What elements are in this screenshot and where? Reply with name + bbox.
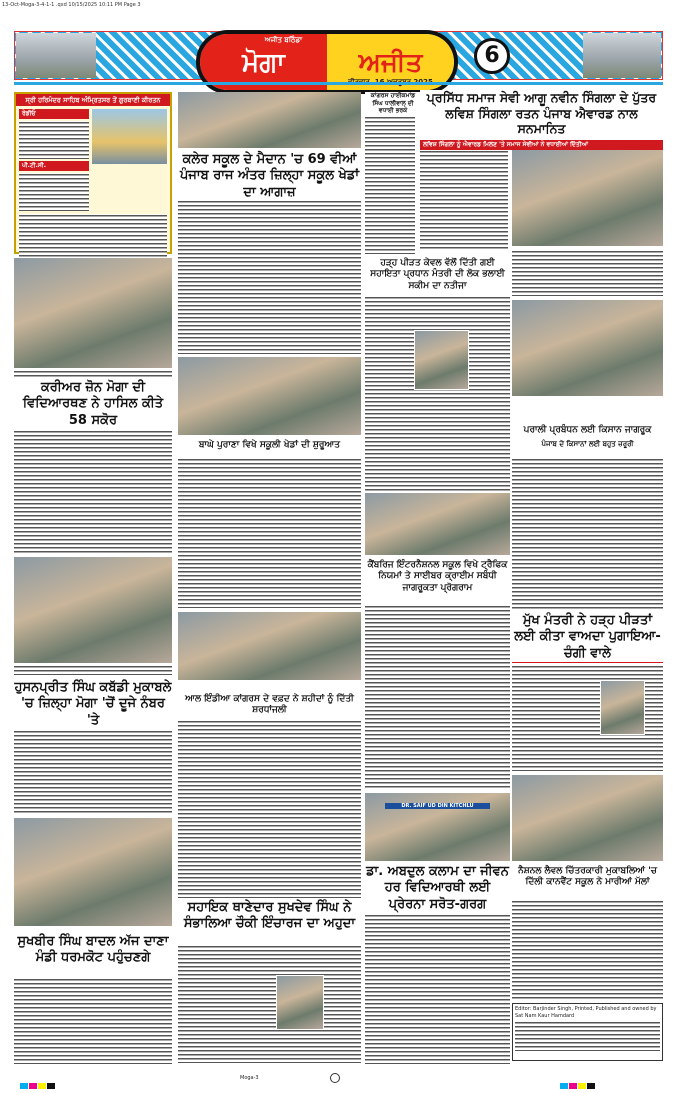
cm-flood-portrait bbox=[600, 680, 645, 735]
congress-headline: ਕਾਂਗਰਸ ਹਾਈਕਮਾਂਡ ਸਿੰਘ ਧਾਲੀਵਾਲ ਦੀ ਵਧਾਈ ਭਰਕੇ bbox=[365, 92, 421, 115]
gurbani-title: ਸ੍ਰੀ ਹਰਿਮੰਦਰ ਸਾਹਿਬ ਅੰਮ੍ਰਿਤਸਰ ਤੋਂ ਗੁਰਬਾਣੀ ਕੀਰਤਨ bbox=[16, 94, 170, 106]
career-zone-headline: ਕਰੀਅਰ ਜ਼ੋਨ ਮੋਗਾ ਦੀ ਵਿਦਿਆਰਥਣ ਨੇ ਹਾਸਿਲ ਕੀਤੇ 58 ਸਕੋਰ bbox=[14, 380, 172, 429]
husanpreet-photo bbox=[14, 557, 172, 663]
gurbani-box bbox=[14, 92, 172, 254]
logo-right-word: ਅਜੀਤ bbox=[358, 48, 423, 78]
masthead-temple-photo bbox=[583, 33, 661, 78]
sukhbir-headline: ਸੁਖਬੀਰ ਸਿੰਘ ਬਾਦਲ ਅੱਜ ਦਾਣਾ ਮੰਡੀ ਧਰਮਕੋਟ ਪਹੁੰਚਣਗੇ bbox=[14, 934, 172, 967]
parali-photo bbox=[512, 300, 663, 396]
kalam-photo bbox=[365, 793, 510, 861]
national-art-headline: ਨੈਸ਼ਨਲ ਲੈਵਲ ਚਿੱਤਰਕਾਰੀ ਮੁਕਾਬਲਿਆਂ 'ਚ ਦਿੱਲੀ ਕਾਨਵੈਂਟ ਸਕੂਲ ਨੇ ਮਾਰੀਆਂ ਮੱਲਾਂ bbox=[512, 866, 663, 889]
career-zone-photo bbox=[14, 258, 172, 368]
asi-headline: ਸਹਾਇਕ ਥਾਣੇਦਾਰ ਸੁਖਦੇਵ ਸਿੰਘ ਨੇ ਸੰਭਾਲਿਆ ਚੌਕੀ ਇੰਚਾਰਜ ਦਾ ਅਹੁਦਾ bbox=[178, 900, 361, 933]
kaler-photo bbox=[178, 92, 361, 148]
page-mark: Moga-3 bbox=[240, 1075, 259, 1081]
parali-headline: ਪਰਾਲੀ ਪ੍ਰਬੰਧਨ ਲਈ ਕਿਸਾਨ ਜਾਗਰੂਕ bbox=[512, 425, 663, 436]
page-number: 6 bbox=[474, 38, 510, 74]
india-day-photo bbox=[178, 612, 361, 680]
singla-headline: ਪ੍ਰਸਿੱਧ ਸਮਾਜ ਸੇਵੀ ਆਗੂ ਨਵੀਨ ਸਿੰਗਲਾ ਦੇ ਪੁੱਤਰ ਲਵਿਸ਼ ਸਿੰਗਲਾ ਰਤਨ ਪੰਜਾਬ ਐਵਾਰਡ ਨਾਲ ਸਨਮਾਨਿਤ bbox=[420, 90, 663, 137]
footer-strip bbox=[0, 1068, 677, 1089]
cambridge-headline: ਕੈਂਬਰਿਜ ਇੰਟਰਨੈਸ਼ਨਲ ਸਕੂਲ ਵਿਖੇ ਟ੍ਰੈਫਿਕ ਨਿਯਮਾਂ ਤੇ ਸਾਈਬਰ ਕ੍ਰਾਈਮ ਸਬੰਧੀ ਜਾਗਰੂਕਤਾ ਪ੍ਰੋਗਰਾਮ bbox=[365, 560, 510, 594]
masthead-rule bbox=[14, 82, 663, 85]
cm-flood-headline: ਮੁੱਖ ਮੰਤਰੀ ਨੇ ਹੜ੍ਹ ਪੀੜਤਾਂ ਲਈ ਕੀਤਾ ਵਾਅਦਾ ਪੁਗਾਇਆ-ਚੰਗੀ ਵਾਲੇ bbox=[512, 613, 663, 662]
golden-temple-photo bbox=[92, 109, 167, 164]
national-art-photo bbox=[512, 775, 663, 861]
kaler-headline: ਕਲੇਰ ਸਕੂਲ ਦੇ ਮੈਦਾਨ 'ਚ 69 ਵੀਆਂ ਪੰਜਾਬ ਰਾਜ ਅੰਤਰ ਜ਼ਿਲ੍ਹਾ ਸਕੂਲ ਖੇਡਾਂ ਦਾ ਆਗਾਜ਼ bbox=[180, 152, 359, 200]
ptc-tag: ਪੀ.ਟੀ.ਸੀ. bbox=[19, 161, 89, 171]
imprint-box bbox=[512, 1003, 663, 1061]
husanpreet-headline: ਹੁਸਨਪ੍ਰੀਤ ਸਿੰਘ ਕਬੱਡੀ ਮੁਕਾਬਲੇ 'ਚ ਜ਼ਿਲ੍ਹਾ ਮੋਗਾ 'ਚੋਂ ਦੂਜੇ ਨੰਬਰ 'ਤੇ bbox=[14, 680, 172, 728]
edition-name: ਅਜੀਤ ਬਠਿੰਡਾ bbox=[264, 36, 303, 44]
flood-headline: ਹੜ੍ਹ ਪੀੜਤ ਕੇਵਲ ਵੱਲੋਂ ਦਿੱਤੀ ਗਈ ਸਹਾਇਤਾ ਪ੍ਰਧਾਨ ਮੰਤਰੀ ਦੀ ਲੋਕ ਭਲਾਈ ਸਕੀਮ ਦਾ ਨਤੀਜਾ bbox=[365, 258, 510, 292]
kalam-headline: ਡਾ. ਅਬਦੁਲ ਕਲਾਮ ਦਾ ਜੀਵਨ ਹਰ ਵਿਦਿਆਰਥੀ ਲਈ ਪ੍ਰੇਰਨਾ ਸਰੋਤ-ਗਰਗ bbox=[366, 864, 509, 912]
imprint-text: Editor: Barjinder Singh, Printed, Published and owned by Sat Nam Kaur Hamdard bbox=[515, 1006, 657, 1019]
india-day-headline: ਆਲ ਇੰਡੀਆ ਕਾਂਗਰਸ ਦੇ ਵਫ਼ਦ ਨੇ ਸ਼ਹੀਦਾਂ ਨੂੰ ਦਿੱਤੀ ਸ਼ਰਧਾਂਜਲੀ bbox=[178, 694, 361, 717]
singla-strap: ਲਵਿਸ਼ ਸਿੰਗਲਾ ਨੂੰ ਐਵਾਰਡ ਮਿਲਣ 'ਤੇ ਸਮਾਜ ਸੇਵੀਆਂ ਨੇ ਵਧਾਈਆਂ ਦਿੱਤੀਆਂ bbox=[420, 140, 663, 150]
singla-photo bbox=[512, 150, 663, 246]
sukhbir-photo bbox=[14, 818, 172, 926]
flood-photo bbox=[365, 493, 510, 555]
flood-portrait bbox=[414, 330, 469, 390]
logo-left-word: ਮੋਗਾ bbox=[242, 48, 285, 78]
file-slug: 13-Oct-Moga-3-4-1-1 .qxd 10/15/2025 10:11 PM Page 3 bbox=[2, 2, 141, 8]
radio-tag: ਰੇਡੀਓ bbox=[19, 109, 89, 119]
masthead-building-photo bbox=[16, 33, 96, 78]
middle-headline: ਬਾਘੇ ਪੁਰਾਣਾ ਵਿਖੇ ਸਕੂਲੀ ਖੇਡਾਂ ਦੀ ਸ਼ੁਰੂਆਤ bbox=[178, 440, 361, 451]
middle-photo bbox=[178, 357, 361, 435]
asi-portrait bbox=[276, 975, 324, 1030]
registration-mark bbox=[330, 1073, 340, 1083]
kalam-banner: DR. SAIF UD DIN KITCHLU bbox=[385, 803, 490, 809]
parali-subheadline: ਪੰਜਾਬ ਦੇ ਕਿਸਾਨਾਂ ਲਈ ਬਹੁਤ ਜ਼ਰੂਰੀ bbox=[512, 440, 663, 449]
